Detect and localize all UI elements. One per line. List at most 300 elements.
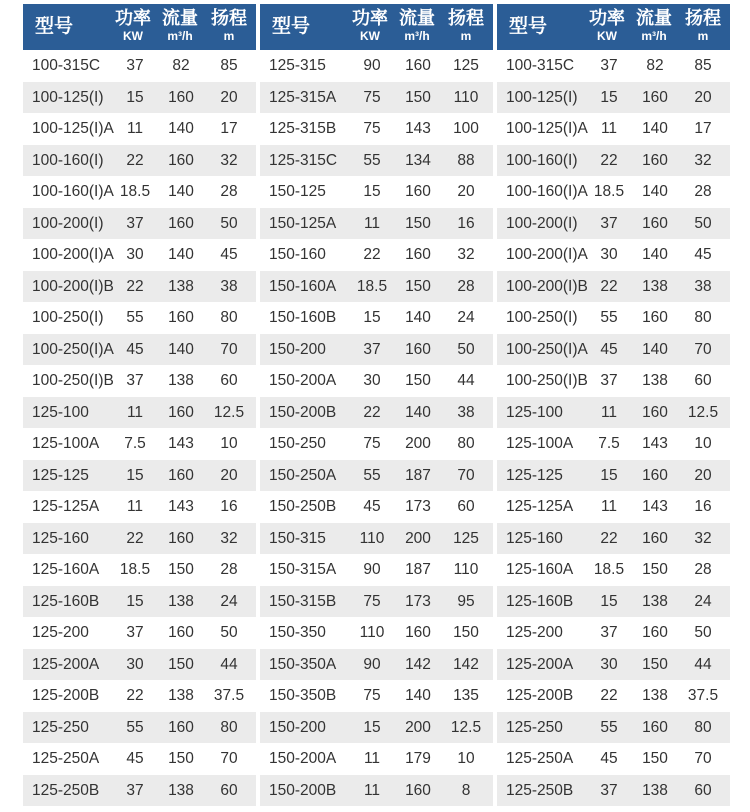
cell-flow: 160 (642, 624, 668, 641)
header-power (350, 4, 390, 50)
cell-power: 30 (600, 655, 618, 673)
cell-head: 70 (457, 466, 475, 484)
cell-head: 12.5 (450, 718, 482, 736)
header-head-label: 扬程 (211, 8, 247, 28)
cell-flow: 150 (405, 277, 431, 295)
cell-head: 85 (220, 57, 238, 74)
cell-model: 100-315C (32, 57, 101, 74)
table-row (497, 586, 730, 618)
cell-power: 22 (126, 277, 144, 295)
header-head-unit: m (697, 29, 709, 43)
cell-flow: 150 (405, 372, 431, 389)
cell-head: 50 (220, 214, 238, 232)
table-row (23, 365, 256, 397)
cell-head: 110 (453, 561, 479, 578)
cell-power: 15 (363, 309, 381, 326)
cell-power: 18.5 (119, 183, 151, 200)
cell-head: 70 (220, 750, 238, 767)
table-row (260, 302, 493, 334)
table-row (497, 239, 730, 271)
cell-power: 55 (363, 466, 381, 484)
cell-head: 37.5 (213, 687, 245, 704)
cell-model: 100-250(I) (32, 309, 104, 326)
cell-model: 125-160 (32, 529, 89, 547)
table-row (23, 176, 256, 208)
cell-head: 45 (694, 246, 712, 263)
cell-power: 22 (126, 151, 144, 169)
table-row (497, 302, 730, 334)
cell-flow: 150 (168, 750, 194, 767)
cell-flow: 140 (168, 246, 194, 263)
pump-spec-tables (23, 0, 750, 812)
table-row (497, 491, 730, 523)
cell-flow: 138 (642, 687, 668, 704)
cell-flow: 140 (405, 687, 431, 704)
table-header (23, 4, 256, 50)
cell-model: 150-315 (269, 529, 326, 547)
cell-head: 80 (694, 309, 712, 326)
cell-power: 45 (600, 750, 618, 767)
table-row (497, 113, 730, 145)
cell-model: 125-160B (506, 592, 574, 610)
cell-power: 37 (600, 624, 618, 641)
table-row (260, 775, 493, 807)
table-row (23, 712, 256, 744)
header-flow (157, 4, 203, 50)
cell-head: 28 (457, 277, 475, 295)
cell-power: 22 (600, 277, 618, 295)
cell-power: 18.5 (356, 277, 388, 295)
cell-head: 38 (694, 277, 712, 295)
table-row (23, 302, 256, 334)
cell-power: 30 (363, 372, 381, 389)
cell-head: 28 (694, 183, 712, 200)
cell-model: 100-125(I) (506, 88, 578, 106)
cell-flow: 160 (642, 151, 668, 169)
cell-flow: 138 (168, 592, 194, 610)
cell-power: 15 (126, 466, 144, 484)
cell-head: 70 (694, 340, 712, 358)
cell-power: 45 (126, 750, 144, 767)
cell-head: 80 (220, 309, 238, 326)
header-head-unit: m (460, 29, 472, 43)
cell-head: 20 (694, 466, 712, 484)
cell-model: 100-160(I)A (506, 183, 588, 200)
cell-flow: 160 (642, 466, 668, 484)
cell-flow: 160 (642, 88, 668, 106)
table-row (497, 712, 730, 744)
cell-power: 37 (600, 214, 618, 232)
cell-model: 125-160 (506, 529, 563, 547)
cell-flow: 173 (405, 498, 431, 515)
table-row (497, 775, 730, 807)
cell-head: 60 (220, 781, 238, 799)
table-row (260, 271, 493, 303)
cell-flow: 150 (168, 655, 194, 673)
header-model: 型号 (34, 16, 73, 37)
cell-model: 100-160(I) (506, 151, 578, 169)
cell-head: 37.5 (687, 687, 719, 704)
cell-head: 80 (457, 435, 475, 452)
table-row (260, 680, 493, 712)
cell-power: 30 (600, 246, 618, 263)
header-power-label: 功率 (115, 8, 151, 28)
cell-model: 125-100 (506, 403, 563, 421)
cell-model: 125-250A (506, 750, 574, 767)
cell-flow: 150 (642, 655, 668, 673)
cell-power: 90 (363, 561, 381, 578)
cell-head: 100 (453, 120, 479, 137)
header-head (204, 4, 254, 50)
table-row (23, 334, 256, 366)
table-header (497, 4, 730, 50)
cell-flow: 140 (168, 183, 194, 200)
cell-head: 70 (694, 750, 712, 767)
cell-power: 11 (126, 403, 144, 421)
table-row (260, 743, 493, 775)
cell-power: 37 (126, 57, 144, 74)
cell-power: 18.5 (593, 561, 625, 578)
header-power-label: 功率 (589, 8, 625, 28)
cell-flow: 82 (646, 57, 664, 74)
cell-flow: 143 (168, 498, 194, 515)
cell-model: 150-315B (269, 592, 337, 610)
cell-model: 125-200B (32, 687, 100, 704)
table-row (23, 775, 256, 807)
cell-model: 150-160A (269, 277, 337, 295)
header-flow (631, 4, 677, 50)
cell-model: 150-350 (269, 624, 326, 641)
cell-head: 135 (453, 687, 479, 704)
cell-model: 150-200B (269, 403, 337, 421)
cell-flow: 140 (168, 120, 194, 137)
cell-head: 38 (457, 403, 475, 421)
cell-flow: 140 (168, 340, 194, 358)
cell-power: 15 (126, 592, 144, 610)
cell-head: 44 (694, 655, 712, 673)
table-row (260, 208, 493, 240)
table-row (23, 208, 256, 240)
cell-model: 150-350A (269, 655, 337, 673)
cell-flow: 160 (168, 309, 194, 326)
cell-model: 125-100 (32, 403, 89, 421)
cell-model: 125-125 (32, 466, 89, 484)
table-row (23, 460, 256, 492)
cell-model: 125-315B (269, 120, 337, 137)
cell-model: 100-125(I) (32, 88, 104, 106)
cell-model: 125-100A (32, 435, 100, 452)
table-row (23, 617, 256, 649)
spec-table-2 (260, 4, 493, 806)
cell-head: 95 (457, 592, 475, 610)
cell-head: 50 (694, 624, 712, 641)
cell-flow: 138 (168, 277, 194, 295)
table-row (260, 523, 493, 555)
table-row (260, 145, 493, 177)
cell-head: 16 (694, 498, 712, 515)
cell-flow: 140 (642, 183, 668, 200)
cell-flow: 160 (168, 151, 194, 169)
cell-flow: 160 (168, 466, 194, 484)
cell-power: 11 (363, 214, 381, 232)
table-row (23, 586, 256, 618)
table-row (497, 743, 730, 775)
cell-head: 110 (453, 88, 479, 106)
cell-model: 125-160B (32, 592, 100, 610)
table-row (497, 50, 730, 82)
cell-flow: 160 (642, 309, 668, 326)
cell-power: 90 (363, 655, 381, 673)
table-row (23, 428, 256, 460)
header-power-unit: KW (123, 29, 143, 43)
cell-flow: 200 (405, 435, 431, 452)
cell-model: 150-200A (269, 372, 337, 389)
cell-flow: 150 (642, 750, 668, 767)
header-flow-label: 流量 (162, 8, 198, 28)
table-row (260, 712, 493, 744)
cell-head: 85 (694, 57, 712, 74)
cell-power: 75 (363, 592, 381, 610)
cell-power: 37 (126, 214, 144, 232)
cell-power: 18.5 (593, 183, 625, 200)
cell-flow: 138 (642, 372, 668, 389)
cell-head: 50 (694, 214, 712, 232)
cell-model: 125-160A (32, 561, 100, 578)
cell-power: 7.5 (598, 435, 620, 452)
cell-power: 75 (363, 435, 381, 452)
cell-head: 32 (220, 151, 238, 169)
cell-head: 16 (457, 214, 475, 232)
cell-head: 50 (220, 624, 238, 641)
cell-model: 125-200A (506, 655, 574, 673)
header-head (678, 4, 728, 50)
cell-flow: 160 (168, 88, 194, 106)
cell-flow: 160 (405, 183, 431, 200)
cell-head: 28 (694, 561, 712, 578)
table-row (23, 554, 256, 586)
table-row (23, 649, 256, 681)
table-row (497, 680, 730, 712)
cell-head: 24 (220, 592, 238, 610)
cell-power: 15 (600, 592, 618, 610)
cell-model: 100-250(I)B (506, 372, 588, 389)
cell-head: 125 (453, 57, 479, 74)
cell-model: 100-200(I)B (32, 277, 114, 295)
cell-flow: 138 (642, 592, 668, 610)
cell-flow: 160 (168, 403, 194, 421)
table-row (260, 82, 493, 114)
table-row (260, 176, 493, 208)
table-row (497, 271, 730, 303)
cell-flow: 160 (405, 624, 431, 641)
table-row (497, 365, 730, 397)
cell-flow: 150 (642, 561, 668, 578)
cell-model: 100-315C (506, 57, 575, 74)
cell-power: 11 (363, 750, 381, 767)
cell-model: 100-250(I)B (32, 372, 114, 389)
cell-power: 15 (363, 718, 381, 736)
cell-head: 10 (694, 435, 712, 452)
header-flow-unit: m³/h (404, 29, 430, 43)
cell-flow: 138 (168, 687, 194, 704)
header-head-unit: m (223, 29, 235, 43)
cell-head: 32 (457, 246, 475, 263)
cell-power: 15 (600, 466, 618, 484)
cell-flow: 160 (168, 214, 194, 232)
cell-flow: 200 (405, 529, 431, 547)
cell-model: 150-125 (269, 183, 326, 200)
table-row (260, 649, 493, 681)
cell-power: 22 (600, 687, 618, 704)
cell-model: 150-250A (269, 466, 337, 484)
cell-model: 100-125(I)A (506, 120, 588, 137)
cell-model: 100-125(I)A (32, 120, 114, 137)
cell-head: 60 (694, 781, 712, 799)
cell-power: 75 (363, 120, 381, 137)
cell-flow: 138 (168, 372, 194, 389)
cell-head: 24 (457, 309, 475, 326)
cell-model: 100-200(I)A (32, 246, 114, 263)
cell-head: 32 (694, 151, 712, 169)
cell-flow: 160 (642, 529, 668, 547)
cell-model: 150-200B (269, 781, 337, 799)
header-flow-unit: m³/h (167, 29, 193, 43)
cell-head: 142 (453, 655, 479, 673)
cell-model: 125-315C (269, 151, 338, 169)
table-row (23, 82, 256, 114)
cell-flow: 138 (168, 781, 194, 799)
cell-head: 28 (220, 561, 238, 578)
cell-flow: 187 (405, 561, 431, 578)
table-header (260, 4, 493, 50)
cell-flow: 160 (168, 529, 194, 547)
cell-flow: 140 (642, 246, 668, 263)
cell-head: 10 (220, 435, 238, 452)
cell-head: 150 (453, 624, 479, 641)
table-row (497, 649, 730, 681)
cell-power: 22 (600, 151, 618, 169)
table-row (260, 113, 493, 145)
cell-model: 150-200 (269, 340, 326, 358)
cell-power: 11 (126, 120, 144, 137)
cell-power: 30 (126, 246, 144, 263)
cell-head: 70 (220, 340, 238, 358)
cell-power: 110 (359, 529, 385, 547)
cell-head: 60 (457, 498, 475, 515)
table-row (260, 554, 493, 586)
header-power-unit: KW (597, 29, 617, 43)
cell-flow: 150 (168, 561, 194, 578)
cell-flow: 160 (168, 718, 194, 736)
cell-power: 7.5 (124, 435, 146, 452)
cell-head: 20 (220, 88, 238, 106)
spec-table-1 (23, 4, 256, 806)
cell-power: 75 (363, 88, 381, 106)
cell-power: 37 (126, 624, 144, 641)
cell-power: 22 (126, 687, 144, 704)
cell-head: 44 (220, 655, 238, 673)
cell-model: 125-200A (32, 655, 100, 673)
cell-power: 55 (126, 309, 144, 326)
cell-head: 24 (694, 592, 712, 610)
spec-table-3 (497, 4, 730, 806)
cell-head: 50 (457, 340, 475, 358)
table-row (260, 50, 493, 82)
table-row (497, 397, 730, 429)
cell-head: 32 (694, 529, 712, 547)
cell-model: 150-200 (269, 718, 326, 736)
cell-head: 20 (694, 88, 712, 106)
cell-flow: 160 (405, 246, 431, 263)
cell-model: 125-125A (32, 498, 100, 515)
cell-flow: 140 (405, 403, 431, 421)
cell-flow: 160 (405, 781, 431, 799)
cell-flow: 160 (642, 214, 668, 232)
cell-head: 32 (220, 529, 238, 547)
cell-power: 37 (600, 372, 618, 389)
cell-power: 15 (363, 183, 381, 200)
cell-power: 15 (600, 88, 618, 106)
cell-model: 125-200 (506, 624, 563, 641)
cell-head: 16 (220, 498, 238, 515)
table-row (260, 365, 493, 397)
cell-head: 45 (220, 246, 238, 263)
table-row (23, 239, 256, 271)
header-flow-label: 流量 (636, 8, 672, 28)
cell-power: 11 (600, 120, 618, 137)
cell-model: 150-125A (269, 214, 337, 232)
cell-power: 55 (126, 718, 144, 736)
header-model: 型号 (271, 16, 310, 37)
table-row (260, 397, 493, 429)
table-row (497, 208, 730, 240)
cell-model: 100-200(I) (32, 214, 104, 232)
cell-power: 90 (363, 57, 381, 74)
header-flow-label: 流量 (399, 8, 435, 28)
cell-model: 100-160(I)A (32, 183, 114, 200)
cell-head: 44 (457, 372, 475, 389)
cell-head: 80 (220, 718, 238, 736)
table-row (260, 239, 493, 271)
cell-power: 22 (126, 529, 144, 547)
table-row (497, 82, 730, 114)
header-power-label: 功率 (352, 8, 388, 28)
table-row (497, 617, 730, 649)
cell-model: 100-200(I) (506, 214, 578, 232)
cell-model: 125-160A (506, 561, 574, 578)
cell-flow: 140 (642, 120, 668, 137)
table-row (260, 334, 493, 366)
cell-flow: 150 (405, 214, 431, 232)
cell-head: 20 (457, 183, 475, 200)
cell-power: 22 (363, 403, 381, 421)
cell-head: 80 (694, 718, 712, 736)
cell-flow: 173 (405, 592, 431, 610)
table-row (497, 428, 730, 460)
cell-power: 37 (600, 781, 618, 799)
cell-power: 22 (363, 246, 381, 263)
cell-head: 17 (220, 120, 238, 137)
cell-flow: 142 (405, 655, 431, 673)
cell-power: 45 (600, 340, 618, 358)
header-head (441, 4, 491, 50)
cell-model: 100-200(I)A (506, 246, 588, 263)
cell-head: 17 (694, 120, 712, 137)
cell-model: 150-160 (269, 246, 326, 263)
cell-model: 100-200(I)B (506, 277, 588, 295)
cell-model: 150-250B (269, 498, 337, 515)
header-head-label: 扬程 (685, 8, 721, 28)
